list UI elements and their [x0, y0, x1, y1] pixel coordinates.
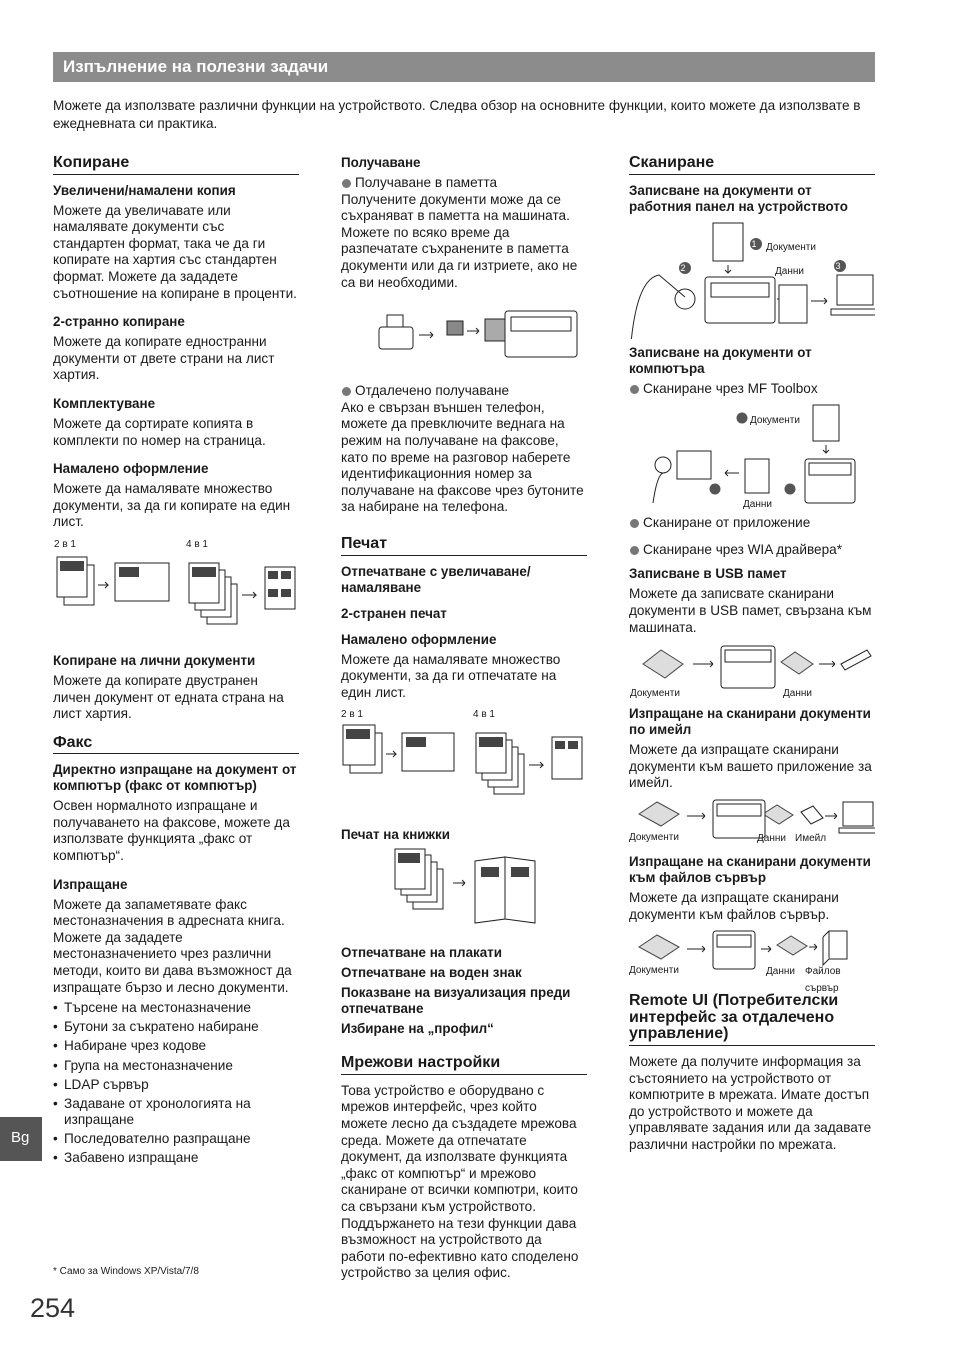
scan-usb-figure	[629, 642, 875, 700]
print-scale-heading: Отпечатване с увеличаване/ намаляване	[341, 563, 531, 595]
print-reduced-heading: Намалено оформление	[341, 631, 497, 647]
language-tab	[0, 1117, 42, 1161]
print-preview-heading: Показване на визуализация преди отпечатване	[341, 985, 571, 1017]
print-profile-heading: Избиране на „профил“	[341, 1021, 494, 1037]
list-item: • Задаване от хронологията на изпращане	[53, 1096, 299, 1129]
scan-wia-bullet: Сканиране чрез WIA драйвера*	[629, 542, 875, 559]
label-data: Данни	[743, 499, 772, 511]
label-documents: Документи	[629, 965, 679, 977]
copy-collate-text: Можете да сортирате копията в комплекти по номер на страница.	[53, 415, 266, 448]
scan-panel-heading: Записване на документи от работния панел на устройството	[629, 182, 848, 214]
language-tab-label: Bg	[11, 1129, 30, 1146]
print-booklet-heading: Печат на книжки	[341, 827, 450, 843]
section-title: Изпълнение на полезни задачи	[63, 57, 329, 76]
scan-usb-text: Можете да записвате сканирани документи в USB памет, свързана към машината.	[629, 586, 872, 635]
badge-1: 1	[751, 238, 757, 249]
copy-duplex-text: Можете да копирате едностранни документи от двете страни на лист хартия.	[53, 334, 275, 383]
list-item: • Група на местоназначение	[53, 1058, 299, 1075]
list-item: • Последователно разпращане	[53, 1131, 299, 1148]
receive-memory-bullet: Получаване в паметта	[341, 175, 587, 192]
copy-enlarge-heading: Увеличени/намалени копия	[53, 182, 236, 198]
column-middle	[341, 155, 587, 1294]
copy-enlarge-text: Можете да увеличавате или намалявате документи със стандартен формат, така че да ги копирате на хартия със стандартен формат. Можете да зададете съотношение на копиране в проценти.	[53, 202, 297, 301]
label-documents: Документи	[766, 241, 816, 253]
copy-id-heading: Копиране на лични документи	[53, 652, 256, 668]
label-data: Данни	[766, 966, 795, 978]
fax-send-text: Можете да запаметявате факс местоназначения в адресната книга. Можете да зададете местоназначението чрез различни методи, които ви дава възможност да изпращате бързо и лесно документи.	[53, 896, 292, 995]
scan-server-heading: Изпращане на сканирани документи към файлов сървър	[629, 853, 871, 885]
fax-send-heading: Изпращане	[53, 876, 128, 892]
label-data: Данни	[783, 688, 812, 700]
print-heading: Печат	[341, 536, 587, 556]
scan-heading: Сканиране	[629, 155, 875, 175]
scan-panel-illustration	[629, 219, 875, 339]
label-email: Имейл	[795, 832, 827, 844]
remote-ui-heading: Remote UI (Потребителски интерфейс за отдалечено управление)	[629, 993, 875, 1046]
scan-toolbox-bullet: Сканиране чрез MF Toolbox	[629, 381, 875, 398]
copy-duplex-heading: 2-странно копиране	[53, 314, 185, 330]
print-watermark-heading: Отпечатване на воден знак	[341, 965, 522, 981]
label-data: Данни	[757, 832, 786, 844]
label-documents: Документи	[750, 415, 800, 427]
fax-pc-heading: Директно изпращане на документ от компютър (факс от компютър)	[53, 762, 297, 794]
label-documents: Документи	[629, 831, 679, 843]
list-item: • Търсене на местоназначение	[53, 1000, 299, 1017]
copy-collate-heading: Комплектуване	[53, 395, 156, 411]
scan-server-text: Можете да изпращате сканирани документи към файлов сървър.	[629, 889, 839, 922]
receive-remote-bullet: Отдалечено получаване	[341, 383, 587, 400]
network-heading: Мрежови настройки	[341, 1055, 587, 1075]
label-4in1: 4 в 1	[473, 709, 495, 721]
scan-email-figure	[629, 798, 875, 848]
scan-app-bullet: Сканиране от приложение	[629, 515, 875, 532]
scan-pc-heading: Записване на документи от компютъра	[629, 344, 812, 376]
receive-memory-text: Получените документи може да се съхраняват в паметта на машината. Можете по всяко време да разпечатате съхранените в паметта документи или да ги изтриете, ако не са ви необходими.	[341, 191, 578, 290]
fax-pc-text: Освен нормалното изпращане и получаването на факсове, можете да използвате функцията „факс от компютър“.	[53, 798, 290, 864]
copy-reduced-heading: Намалено оформление	[53, 461, 209, 477]
scan-email-heading: Изпращане на сканирани документи по имейл	[629, 706, 871, 738]
receive-heading: Получаване	[341, 155, 421, 170]
list-item: • LDAP сървър	[53, 1077, 299, 1094]
copy-nup-figure	[53, 537, 299, 649]
booklet-illustration	[341, 847, 587, 939]
print-nup-figure	[341, 707, 587, 819]
list-item: • Бутони за съкратено набиране	[53, 1019, 299, 1036]
scan-pc-figure	[629, 403, 875, 511]
list-item: • Набиране чрез кодове	[53, 1038, 299, 1055]
nup-illustration	[53, 537, 299, 649]
print-poster-heading: Отпечатване на плакати	[341, 945, 502, 961]
label-4in1: 4 в 1	[186, 538, 208, 550]
scan-usb-heading: Записване в USB памет	[629, 566, 787, 582]
column-left	[53, 155, 299, 1170]
badge-2: 2	[680, 262, 686, 273]
label-file-server: Файлов сървър	[805, 966, 841, 994]
scan-server-figure	[629, 929, 875, 994]
fax-to-memory-illustration	[341, 303, 587, 373]
intro-text: Можете да използвате различни функции на устройството. Следва обзор на основните функции, които можете да използвате в ежедневната си практика.	[53, 98, 861, 131]
scan-panel-figure	[629, 219, 875, 339]
fax-heading: Факс	[53, 735, 299, 755]
scan-email-text: Можете да изпращате сканирани документи към вашето приложение за имейл.	[629, 742, 872, 791]
copy-heading: Копиране	[53, 155, 299, 175]
copy-reduced-text: Можете да намалявате множество документи, за да ги копирате на един лист.	[53, 481, 291, 530]
copy-id-text: Можете да копирате двустранен личен документ от едната страна на лист хартия.	[53, 672, 284, 722]
badge-3: 3	[835, 260, 841, 271]
footnote: * Само за Windows XP/Vista/7/8	[53, 1266, 199, 1277]
print-reduced-text: Можете да намалявате множество документи, за да ги отпечатате на един лист.	[341, 651, 561, 700]
nup-illustration	[341, 707, 587, 819]
column-right	[629, 155, 875, 1165]
label-documents: Документи	[630, 688, 680, 700]
remote-ui-text: Можете да получите информация за състоянието на устройството от компютрите в мрежата. Имате достъп до устройството и можете да управлявате задания или да задавате различни настройки по мрежата.	[629, 1053, 872, 1152]
receive-remote-text: Ако е свързан външен телефон, можете да превключите веднага на режим на получаване на факсове, като по време на разговор наберете идентификационния номер за получаване на факсове чрез бутоните за набиране на телефона.	[341, 399, 584, 515]
network-text: Това устройство е оборудвано с мрежов интерфейс, чрез който можете лесно да създадете мрежова среда. Можете да отпечатате документ, да използвате функцията „факс от компютър“ и мрежово сканиране от всички компютри, които са свързани към устройството. Поддържането на тези функции дава възможност на устройството да работи по-ефективно като споделено устройство за целия офис.	[341, 1082, 579, 1281]
fax-send-list	[53, 1000, 299, 1167]
label-data: Данни	[775, 265, 804, 277]
receive-memory-figure	[341, 303, 587, 373]
label-2in1: 2 в 1	[341, 709, 363, 721]
print-duplex-heading: 2-странен печат	[341, 605, 447, 621]
print-booklet-figure	[341, 847, 587, 939]
list-item: • Забавено изпращане	[53, 1150, 299, 1167]
page-number: 254	[30, 1293, 76, 1323]
label-2in1: 2 в 1	[54, 538, 76, 550]
section-banner	[53, 52, 875, 82]
